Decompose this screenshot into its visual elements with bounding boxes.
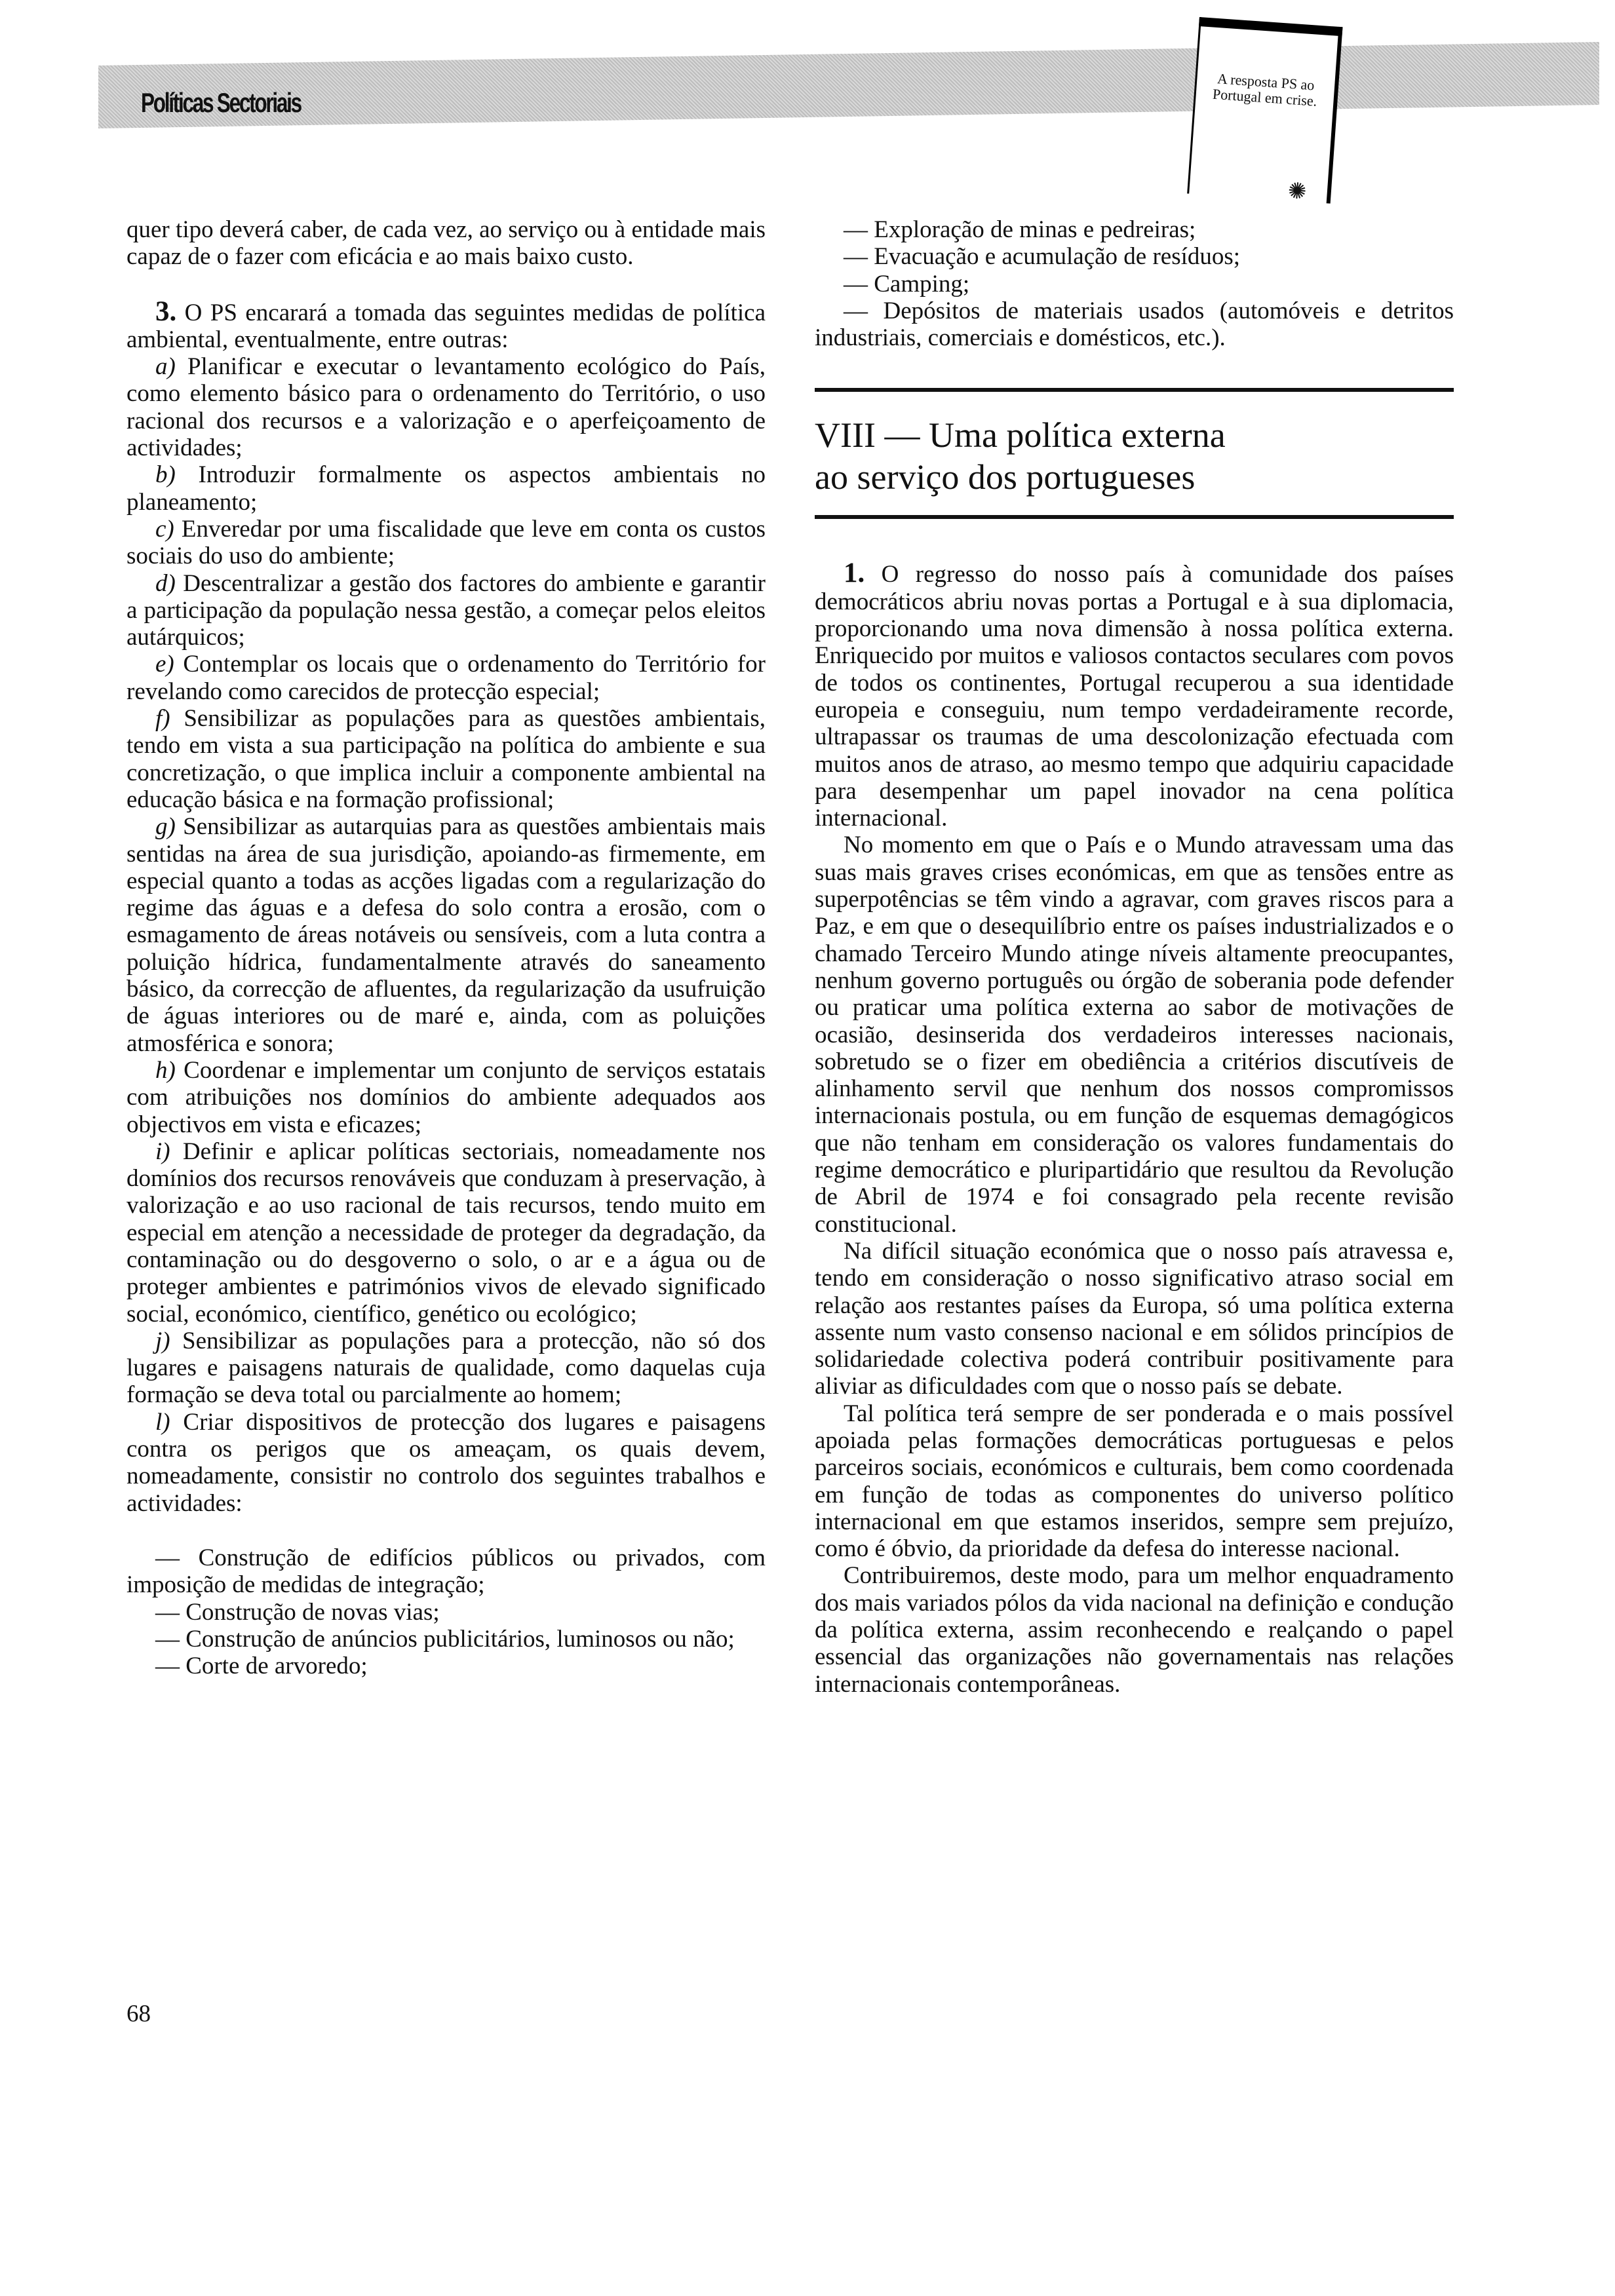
paragraph-1: 1. O regresso do nosso país à comunidade dos países democráticos abriu novas portas a Portugal e à sua diplomacia, proporcionando uma nova dimensão à nossa política externa. Enriquecido por muitos e valiosos contactos seculares com povos de todos os continentes, Portugal recuperou a sua identidade europeia e conseguiu, num tempo verdadeiramente recorde, ultrapassar os traumas de uma descolonização efectuada com muitos anos de atraso, ao mesmo tempo que adquiriu capacidade para desempenhar um papel inovador na cena política internacional. [815, 558, 1454, 832]
dash-item: — Construção de anúncios publicitários, luminosos ou não; [155, 1625, 735, 1653]
chapter-rule-top [815, 388, 1454, 392]
paragraph-3: Na difícil situação económica que o nosso país atravessa e, tendo em consideração o nosso significativo atraso social em relação aos restantes países da Europa, só uma política externa assente num vasto consenso nacional e em sólidos princípios de solidariedade colectiva poderá contribuir positivamente para aliviar as dificuldades com que o nosso país se debate. [815, 1237, 1454, 1400]
item-g: g) Sensibilizar as autarquias para as questões ambientais mais sentidas na área de sua jurisdição, apoiando-as firmemente, em especial quanto a todas as acções ligadas com a regularização do regime das águas e a defesa do solo contra a erosão, com o esmagamento de áreas notáveis ou sensíveis, com a luta contra a poluição hídrica, fundamentalmente através do saneamento básico, da correcção de afluentes, da regularização da usufruição de águas interiores ou de maré e, ainda, com as poluições atmosférica e sonora; [126, 813, 766, 1057]
logo-card [1187, 17, 1342, 204]
dash-item: — Construção de edifícios públicos ou privados, com imposição de medidas de integração; [126, 1544, 766, 1599]
chapter-title: VIII — Uma política externa ao serviço dos portugueses [815, 415, 1226, 497]
left-column [126, 216, 766, 1679]
item-e: e) Contemplar os locais que o ordenamento do Território for revelando como carecidos de protecção especial; [126, 651, 766, 705]
header-band [98, 42, 1599, 128]
item-h: h) Coordenar e implementar um conjunto de serviços estatais com atribuições nos domínios do ambiente adequados aos objectivos em vista e eficazes; [126, 1056, 766, 1138]
logo-text: A resposta PS ao Portugal em crise. [1212, 70, 1318, 109]
dash-item: — Corte de arvoredo; [155, 1653, 368, 1680]
item-l: l) Criar dispositivos de protecção dos lugares e paisagens contra os perigos que os ameaçam, os quais devem, nomeadamente, consistir no controlo dos seguintes trabalhos e actividades: [126, 1408, 766, 1517]
right-column [815, 216, 1454, 1698]
ps-emblem-icon: ✺ [1287, 179, 1308, 204]
point-3: 3. O PS encarará a tomada das seguintes medidas de política ambiental, eventualmente, entre outras: [126, 296, 766, 353]
paragraph-2: No momento em que o País e o Mundo atravessam uma das suas mais graves crises económicas, em que as tensões entre as superpotências se têm vindo a agravar, com graves riscos para a Paz, e em que o desequilíbrio entre os países industrializados e o chamado Terceiro Mundo atinge níveis altamente preocupantes, nenhum governo português ou órgão de soberania pode defender ou praticar uma política externa ao sabor de motivações de ocasião, desinserida dos verdadeiros interesses nacionais, sobretudo se o fizer em obediência a critérios discutíveis de alinhamento servil que nenhum dos nossos compromissos internacionais postula, ou em função de esquemas demagógicos que não tenham em consideração os valores fundamentais do regime democrático e pluripartidário que resultou da Revolução de Abril de 1974 e foi consagrado pela recente revisão constitucional. [815, 832, 1454, 1238]
item-c: c) Enveredar por uma fiscalidade que leve em conta os custos sociais do uso do ambiente; [126, 515, 766, 570]
section-label: Políticas Sectoriais [141, 87, 301, 118]
item-j: j) Sensibilizar as populações para a protecção, não só dos lugares e paisagens naturais de qualidade, como daquelas cuja formação se deva total ou parcialmente ao homem; [126, 1327, 766, 1409]
item-f: f) Sensibilizar as populações para as questões ambientais, tendo em vista a sua participação na política do ambiente e sua concretização, o que implica incluir a componente ambiental na educação básica e na formação profissional; [126, 705, 766, 813]
item-i: i) Definir e aplicar políticas sectoriais, nomeadamente nos domínios dos recursos renováveis que conduzam à preservação, à valorização e ao uso racional de tais recursos, tendo muito em especial em atenção a necessidade de proteger da degradação, da contaminação ou do desgoverno o solo, o ar e a água ou de proteger ambientes e patrimónios vivos de elevado significado social, económico, científico, genético ou ecológico; [126, 1138, 766, 1328]
dash-item: — Exploração de minas e pedreiras; [844, 216, 1196, 243]
paragraph-4: Tal política terá sempre de ser ponderada e o mais possível apoiada pelas formações democráticas portuguesas e pelos parceiros sociais, económicos e culturais, bem como coordenada em função de todas as componentes do universo político internacional em que estamos inseridos, sempre sem prejuízo, como é óbvio, da prioridade da defesa do interesse nacional. [815, 1400, 1454, 1563]
paragraph-5: Contribuiremos, deste modo, para um melhor enquadramento dos mais variados pólos da vida nacional na definição e condução da política externa, assim reconhecendo e realçando o papel essencial das organizações não governamentais nas relações internacionais contemporâneas. [815, 1562, 1454, 1698]
dash-item: — Construção de novas vias; [155, 1598, 440, 1626]
intro-paragraph: quer tipo deverá caber, de cada vez, ao serviço ou à entidade mais capaz de o fazer com eficácia e ao mais baixo custo. [126, 216, 766, 271]
item-a: a) Planificar e executar o levantamento ecológico do País, como elemento básico para o ordenamento do Território, o uso racional dos recursos e a valorização e o aperfeiçoamento de actividades; [126, 353, 766, 462]
dash-item: — Evacuação e acumulação de resíduos; [844, 243, 1241, 271]
item-d: d) Descentralizar a gestão dos factores do ambiente e garantir a participação da população nessa gestão, a começar pelos eleitos autárquicos; [126, 569, 766, 651]
item-b: b) Introduzir formalmente os aspectos ambientais no planeamento; [126, 461, 766, 516]
dash-item: — Depósitos de materiais usados (automóveis e detritos industriais, comerciais e domésticos, etc.). [815, 297, 1454, 352]
dash-item: — Camping; [844, 270, 970, 297]
page-number: 68 [126, 2000, 151, 2027]
